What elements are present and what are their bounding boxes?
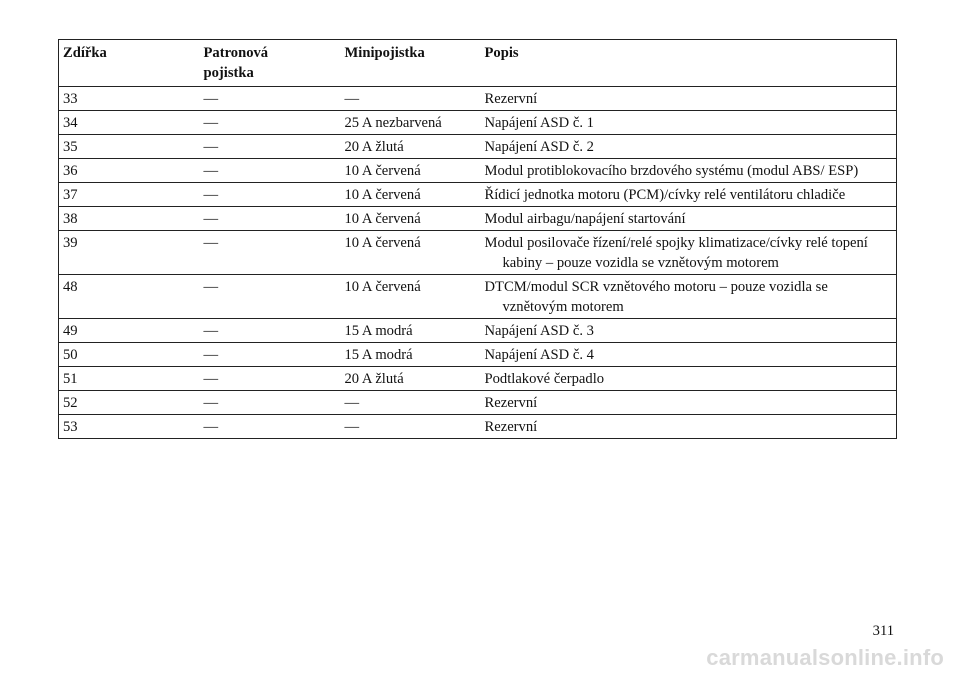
cell-description bbox=[481, 87, 897, 111]
cell-socket: 34 bbox=[59, 111, 200, 135]
table-row bbox=[59, 367, 897, 391]
cell-mini-fuse: 10 A červená bbox=[341, 183, 481, 207]
cell-cartridge-fuse: — bbox=[200, 275, 341, 319]
cell-socket: 33 bbox=[59, 87, 200, 111]
table-row bbox=[59, 415, 897, 439]
cell-mini-fuse: — bbox=[341, 415, 481, 439]
cell-mini-fuse: 25 A nezbarvená bbox=[341, 111, 481, 135]
cell-socket: 48 bbox=[59, 275, 200, 319]
cell-description bbox=[481, 319, 897, 343]
cell-description bbox=[481, 391, 897, 415]
cell-description bbox=[481, 231, 897, 275]
cell-description bbox=[481, 343, 897, 367]
description-text: Modul protiblokovacího brzdového systému (modul ABS/ ESP) bbox=[484, 163, 859, 179]
table-row bbox=[59, 207, 897, 231]
cell-socket: 39 bbox=[59, 231, 200, 275]
table-body bbox=[59, 87, 897, 439]
header-cartridge-fuse: Patronová pojistka bbox=[200, 40, 341, 87]
cell-cartridge-fuse: — bbox=[200, 183, 341, 207]
cell-cartridge-fuse: — bbox=[200, 415, 341, 439]
cell-description bbox=[481, 207, 897, 231]
cell-mini-fuse: — bbox=[341, 87, 481, 111]
cell-cartridge-fuse: — bbox=[200, 367, 341, 391]
table-row bbox=[59, 183, 897, 207]
fuse-table bbox=[58, 39, 897, 439]
cell-socket: 52 bbox=[59, 391, 200, 415]
description-text: DTCM/modul SCR vznětového motoru – pouze vozidla se vznětovým motorem bbox=[484, 279, 828, 315]
cell-mini-fuse: 20 A žlutá bbox=[341, 367, 481, 391]
cell-mini-fuse: 10 A červená bbox=[341, 207, 481, 231]
table-row bbox=[59, 87, 897, 111]
header-description: Popis bbox=[481, 40, 897, 87]
description-text: Rezervní bbox=[484, 91, 538, 107]
cell-cartridge-fuse: — bbox=[200, 135, 341, 159]
header-mini-fuse: Minipojistka bbox=[341, 40, 481, 87]
table-row bbox=[59, 135, 897, 159]
cell-socket: 51 bbox=[59, 367, 200, 391]
description-text: Napájení ASD č. 3 bbox=[484, 323, 594, 339]
cell-mini-fuse: 20 A žlutá bbox=[341, 135, 481, 159]
watermark: carmanualsonline.info bbox=[706, 645, 944, 670]
cell-cartridge-fuse: — bbox=[200, 111, 341, 135]
description-text: Modul posilovače řízení/relé spojky klimatizace/cívky relé topení kabiny – pouze vozidla se vznětovým motorem bbox=[484, 235, 868, 271]
table-row bbox=[59, 343, 897, 367]
description-text: Napájení ASD č. 1 bbox=[484, 115, 594, 131]
cell-socket: 35 bbox=[59, 135, 200, 159]
cell-socket: 38 bbox=[59, 207, 200, 231]
cell-mini-fuse: 10 A červená bbox=[341, 275, 481, 319]
table-row bbox=[59, 319, 897, 343]
description-text: Rezervní bbox=[484, 419, 538, 435]
table-row bbox=[59, 391, 897, 415]
cell-socket: 37 bbox=[59, 183, 200, 207]
cell-cartridge-fuse: — bbox=[200, 391, 341, 415]
description-text: Napájení ASD č. 2 bbox=[484, 139, 594, 155]
table-row bbox=[59, 231, 897, 275]
cell-description bbox=[481, 183, 897, 207]
description-text: Napájení ASD č. 4 bbox=[484, 347, 594, 363]
cell-mini-fuse: 15 A modrá bbox=[341, 343, 481, 367]
description-text: Modul airbagu/napájení startování bbox=[484, 211, 686, 227]
cell-socket: 50 bbox=[59, 343, 200, 367]
cell-mini-fuse: 15 A modrá bbox=[341, 319, 481, 343]
cell-cartridge-fuse: — bbox=[200, 319, 341, 343]
cell-socket: 49 bbox=[59, 319, 200, 343]
table-row bbox=[59, 275, 897, 319]
cell-description bbox=[481, 367, 897, 391]
cell-mini-fuse: 10 A červená bbox=[341, 231, 481, 275]
description-text: Rezervní bbox=[484, 395, 538, 411]
cell-cartridge-fuse: — bbox=[200, 343, 341, 367]
description-text: Podtlakové čerpadlo bbox=[484, 371, 605, 387]
cell-cartridge-fuse: — bbox=[200, 87, 341, 111]
cell-description bbox=[481, 159, 897, 183]
table-row bbox=[59, 111, 897, 135]
page-number: 311 bbox=[872, 623, 894, 639]
cell-description bbox=[481, 275, 897, 319]
cell-socket: 36 bbox=[59, 159, 200, 183]
cell-cartridge-fuse: — bbox=[200, 159, 341, 183]
description-text: Řídicí jednotka motoru (PCM)/cívky relé ventilátoru chladiče bbox=[484, 187, 846, 203]
cell-description bbox=[481, 111, 897, 135]
cell-cartridge-fuse: — bbox=[200, 231, 341, 275]
cell-cartridge-fuse: — bbox=[200, 207, 341, 231]
cell-mini-fuse: 10 A červená bbox=[341, 159, 481, 183]
table-row bbox=[59, 159, 897, 183]
table-header-row bbox=[59, 40, 897, 87]
cell-description bbox=[481, 415, 897, 439]
cell-description bbox=[481, 135, 897, 159]
header-socket: Zdířka bbox=[59, 40, 200, 87]
cell-mini-fuse: — bbox=[341, 391, 481, 415]
cell-socket: 53 bbox=[59, 415, 200, 439]
